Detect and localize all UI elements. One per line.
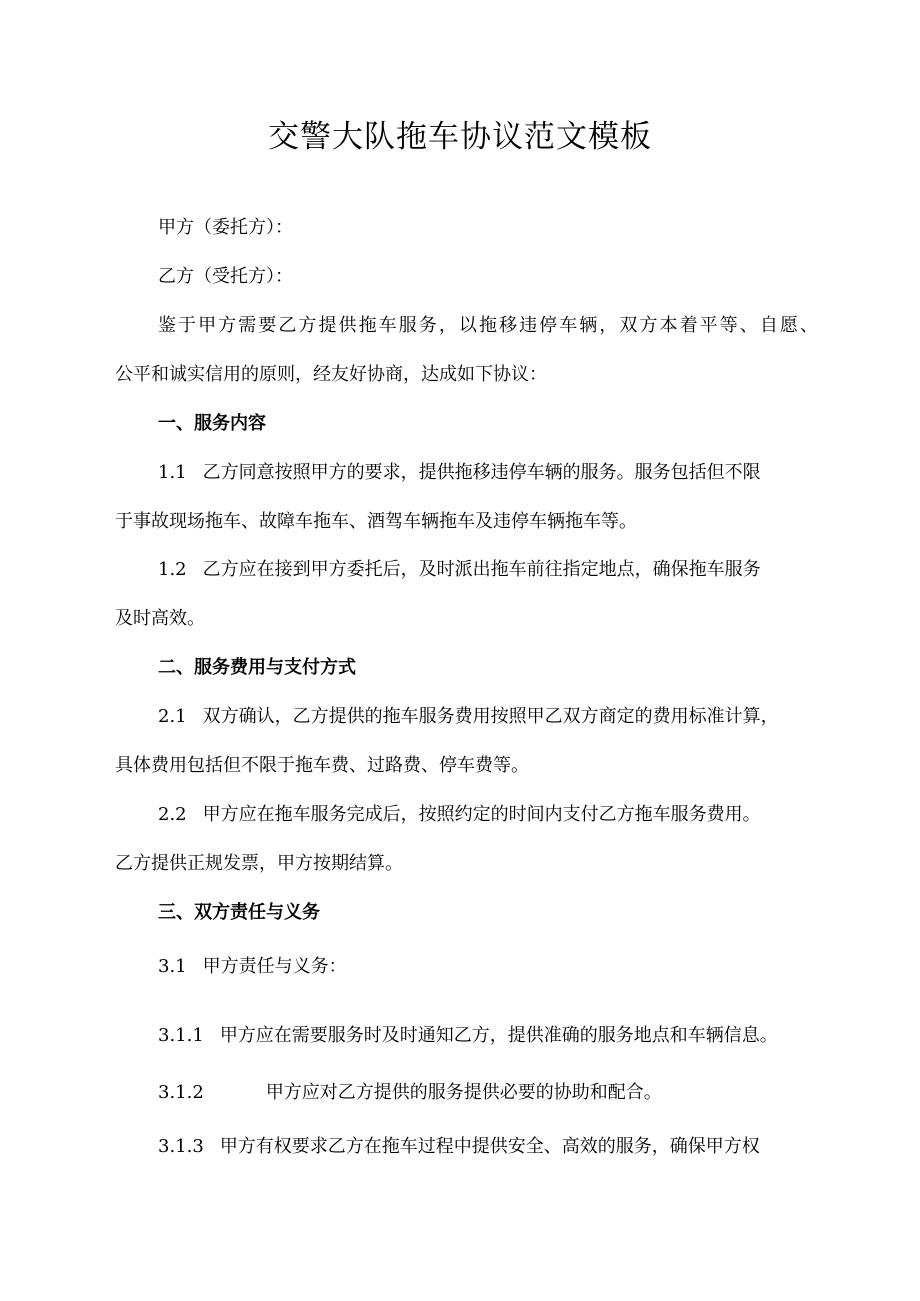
clause-2-1-line-2: 具体费用包括但不限于拖车费、过路费、停车费等。 (115, 755, 529, 776)
subclause-text: 甲方应对乙方提供的服务提供必要的协助和配合。 (265, 1082, 662, 1103)
section-1-heading: 一、服务内容 (158, 413, 266, 434)
clause-number: 2.1 (158, 706, 187, 727)
subclause-3-1-3 (158, 1134, 818, 1160)
clause-text: 甲方应在拖车服务完成后，按照约定的时间内支付乙方拖车服务费用。 (202, 804, 761, 825)
subclause-text: 甲方有权要求乙方在拖车过程中提供安全、高效的服务，确保甲方权 (219, 1136, 760, 1157)
subclause-number: 3.1.1 (158, 1025, 204, 1046)
clause-2-1-line-1 (158, 704, 818, 730)
clause-text: 甲方责任与义务： (202, 956, 347, 977)
clause-number: 3.1 (158, 956, 187, 977)
clause-text: 双方确认，乙方提供的拖车服务费用按照甲乙双方商定的费用标准计算， (202, 706, 779, 727)
preamble-line-2: 公平和诚实信用的原则，经友好协商，达成如下协议： (115, 364, 547, 385)
subclause-3-1-1 (158, 1023, 818, 1049)
clause-1-1-line-2: 于事故现场拖车、故障车拖车、酒驾车辆拖车及违停车辆拖车等。 (115, 511, 637, 532)
document-title: 交警大队拖车协议范文模板 (268, 119, 652, 155)
section-3-heading: 三、双方责任与义务 (158, 902, 320, 923)
clause-1-2-line-2: 及时高效。 (115, 608, 205, 629)
subclause-3-1-2 (158, 1080, 818, 1106)
clause-number: 2.2 (158, 804, 187, 825)
clause-number: 1.2 (158, 559, 187, 580)
section-2-heading: 二、服务费用与支付方式 (158, 657, 356, 678)
party-a-line: 甲方（委托方）： (158, 217, 293, 238)
clause-1-1-line-1 (158, 460, 818, 486)
preamble-line-1: 鉴于甲方需要乙方提供拖车服务，以拖移违停车辆，双方本着平等、自愿、 (158, 315, 818, 336)
party-b-line: 乙方（受托方）： (158, 266, 293, 287)
clause-1-2-line-1 (158, 557, 818, 583)
clause-text: 乙方应在接到甲方委托后，及时派出拖车前往指定地点，确保拖车服务 (202, 559, 761, 580)
subclause-number: 3.1.2 (158, 1082, 204, 1103)
subclause-number: 3.1.3 (158, 1136, 204, 1157)
clause-text: 乙方同意按照甲方的要求，提供拖移违停车辆的服务。服务包括但不限 (202, 462, 761, 483)
clause-2-2-line-2: 乙方提供正规发票，甲方按期结算。 (115, 853, 403, 874)
clause-2-2-line-1 (158, 802, 818, 828)
clause-number: 1.1 (158, 462, 187, 483)
clause-3-1 (158, 954, 818, 980)
subclause-text: 甲方应在需要服务时及时通知乙方，提供准确的服务地点和车辆信息。 (219, 1025, 778, 1046)
